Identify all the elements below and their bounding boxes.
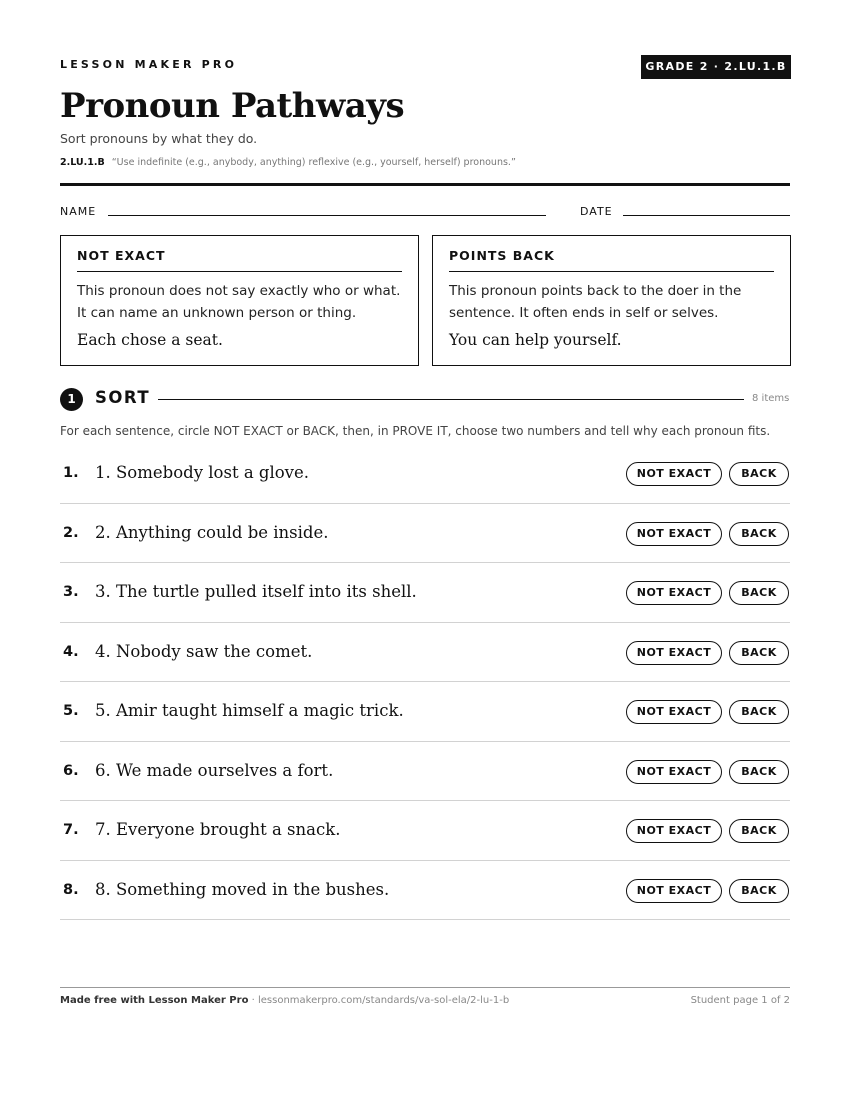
not-exact-choice[interactable]: NOT EXACT <box>626 700 722 724</box>
back-choice[interactable]: BACK <box>729 462 789 486</box>
footer-url[interactable]: · lessonmakerpro.com/standards/va-sol-ela/2-lu-1-b <box>248 995 510 1006</box>
sentence-list <box>60 444 790 920</box>
footer-made-with: Made free with Lesson Maker Pro <box>60 995 249 1006</box>
back-choice[interactable]: BACK <box>729 760 789 784</box>
item-number: 7. <box>63 822 79 838</box>
item-number: 5. <box>63 703 79 719</box>
not-exact-choice[interactable]: NOT EXACT <box>626 641 722 665</box>
not-exact-choice[interactable]: NOT EXACT <box>626 581 722 605</box>
list-item <box>60 682 790 742</box>
item-sentence: 2. Anything could be inside. <box>95 522 329 542</box>
date-field-line[interactable] <box>623 215 790 216</box>
list-item <box>60 444 790 504</box>
item-sentence: 5. Amir taught himself a magic trick. <box>95 701 404 720</box>
card-not-exact <box>60 235 419 366</box>
card-title: NOT EXACT <box>77 248 402 272</box>
card-example: You can help yourself. <box>449 331 622 349</box>
item-sentence: 4. Nobody saw the comet. <box>95 641 313 661</box>
item-sentence: 6. We made ourselves a fort. <box>95 760 334 780</box>
item-count: 8 items <box>752 393 790 404</box>
section-number-badge: 1 <box>60 388 83 411</box>
item-sentence: 8. Something moved in the bushes. <box>95 879 390 899</box>
list-item <box>60 504 790 564</box>
not-exact-choice[interactable]: NOT EXACT <box>626 462 722 486</box>
list-item <box>60 801 790 861</box>
not-exact-choice[interactable]: NOT EXACT <box>626 760 722 784</box>
back-choice[interactable]: BACK <box>729 879 789 903</box>
item-number: 1. <box>63 465 79 481</box>
item-sentence: 3. The turtle pulled itself into its shell. <box>95 582 417 601</box>
section-divider <box>158 399 744 400</box>
item-number: 4. <box>63 643 79 660</box>
card-points-back <box>432 235 791 366</box>
grade-badge: GRADE 2 · 2.LU.1.B <box>641 55 791 79</box>
back-choice[interactable]: BACK <box>729 819 789 843</box>
card-description: This pronoun points back to the doer in the sentence. It often ends in self or selves. <box>449 283 742 321</box>
standard-text: “Use indefinite (e.g., anybody, anything) reflexive (e.g., yourself, herself) pronouns.” <box>111 157 516 168</box>
page-subtitle: Sort pronouns by what they do. <box>60 131 258 146</box>
not-exact-choice[interactable]: NOT EXACT <box>626 819 722 843</box>
item-number: 2. <box>63 524 79 541</box>
footer-divider <box>60 987 790 988</box>
header-divider <box>60 183 790 186</box>
name-label: NAME <box>60 205 97 218</box>
instructions: For each sentence, circle NOT EXACT or BACK, then, in PROVE IT, choose two numbers and tell why each pronoun fits. <box>60 424 771 438</box>
card-example: Each chose a seat. <box>77 331 223 349</box>
item-sentence: 1. Somebody lost a glove. <box>95 463 310 482</box>
brand-name: LESSON MAKER PRO <box>60 58 238 71</box>
card-title: POINTS BACK <box>449 248 774 272</box>
item-sentence: 7. Everyone brought a snack. <box>95 820 341 839</box>
name-field-line[interactable] <box>108 215 546 216</box>
back-choice[interactable]: BACK <box>729 522 789 546</box>
page-indicator: Student page 1 of 2 <box>690 995 790 1006</box>
card-description: This pronoun does not say exactly who or what. It can name an unknown person or thing. <box>77 283 401 321</box>
back-choice[interactable]: BACK <box>729 581 789 605</box>
item-number: 6. <box>63 762 79 779</box>
footer-credit <box>60 995 509 1006</box>
list-item <box>60 861 790 921</box>
date-label: DATE <box>580 205 613 218</box>
item-number: 8. <box>63 881 79 898</box>
list-item <box>60 623 790 683</box>
back-choice[interactable]: BACK <box>729 641 789 665</box>
standard-code: 2.LU.1.B <box>60 157 105 168</box>
not-exact-choice[interactable]: NOT EXACT <box>626 879 722 903</box>
page-title: Pronoun Pathways <box>60 86 405 126</box>
back-choice[interactable]: BACK <box>729 700 789 724</box>
not-exact-choice[interactable]: NOT EXACT <box>626 522 722 546</box>
list-item <box>60 742 790 802</box>
section-title: SORT <box>95 388 151 407</box>
item-number: 3. <box>63 584 79 600</box>
standard-line <box>60 157 516 168</box>
list-item <box>60 563 790 623</box>
